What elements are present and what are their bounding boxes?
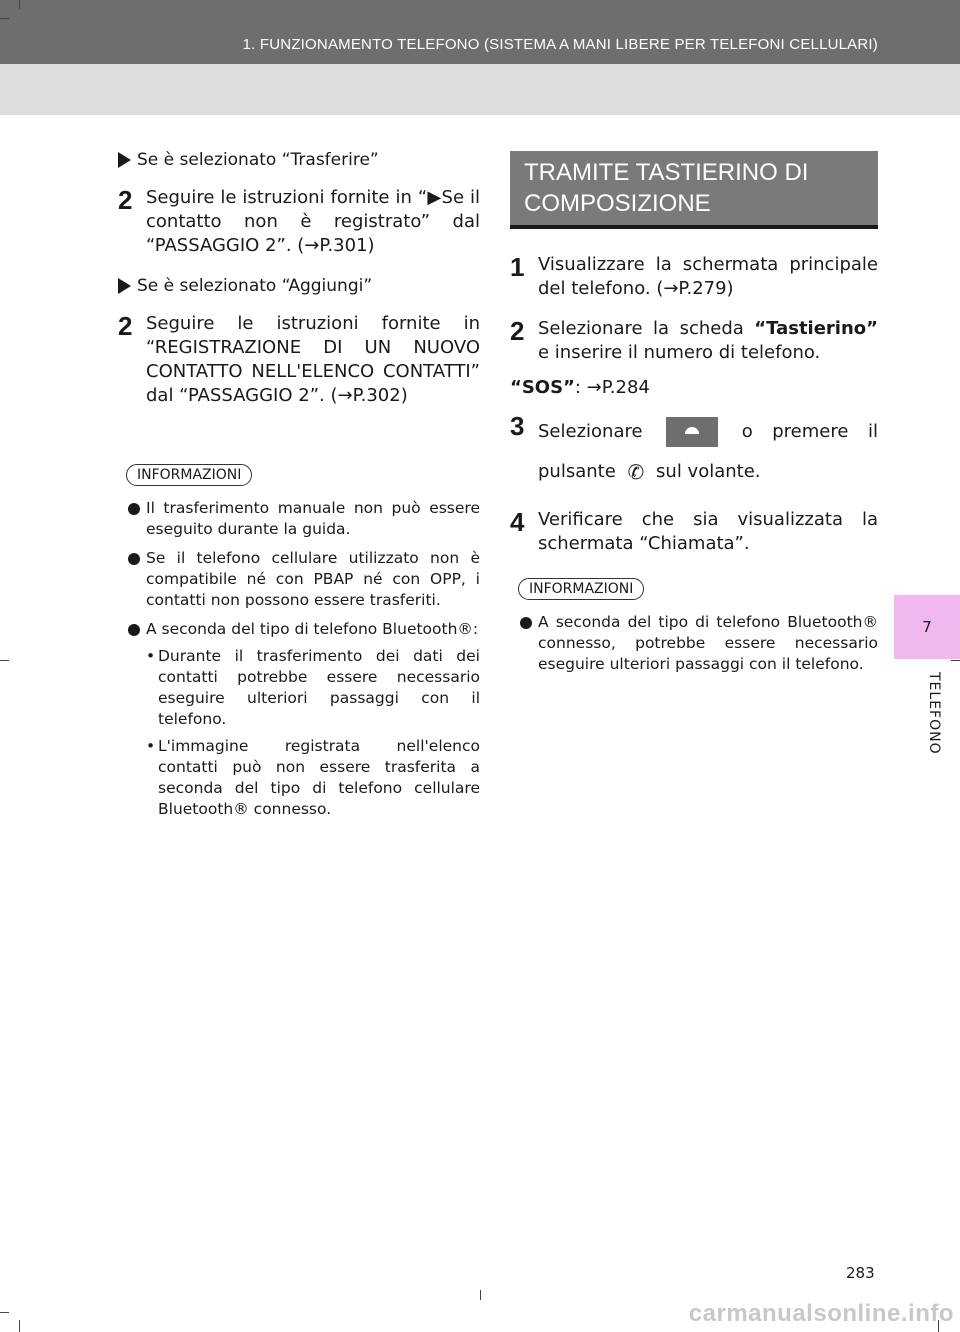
step-text-post: e inserire il numero di telefono. xyxy=(538,342,821,363)
crop-mark xyxy=(0,660,9,661)
bullet-text: Se il telefono cellulare utilizzato non è compatibile né con PBAP né con OPP, i contatti non possono essere trasferiti. xyxy=(146,549,480,609)
bullet-dot-icon xyxy=(520,617,532,629)
case-add xyxy=(118,274,480,298)
step-text xyxy=(538,317,878,365)
header-title: 1. FUNZIONAMENTO TELEFONO (SISTEMA A MANI LIBERE PER TELEFONI CELLULARI) xyxy=(242,36,878,53)
bullet-text: Il trasferimento manuale non può essere eseguito durante la guida. xyxy=(146,499,480,538)
step-text: Visualizzare la schermata principale del telefono. (→P.279) xyxy=(538,254,878,299)
phone-handset-icon: ✆ xyxy=(627,460,645,484)
phone-off-hook-icon xyxy=(666,417,718,447)
info-bullet xyxy=(128,619,480,824)
left-column xyxy=(118,140,480,832)
watermark: carmanualsonline.info xyxy=(688,1300,954,1327)
step-text-pre: Selezionare xyxy=(538,421,643,442)
triangle-bullet-icon xyxy=(118,278,131,294)
step xyxy=(510,253,878,301)
step-number: 2 xyxy=(118,311,133,341)
info-bullet xyxy=(128,498,480,540)
bullet-dot-icon xyxy=(128,553,140,565)
page-number: 283 xyxy=(846,1264,875,1282)
sub-bullet xyxy=(146,646,480,730)
step xyxy=(510,412,878,492)
bullet-dot-icon xyxy=(128,503,140,515)
crop-mark xyxy=(480,1290,481,1300)
sos-ref: : →P.284 xyxy=(574,377,650,398)
sub-bullet-mark: • xyxy=(146,737,156,755)
header-bar xyxy=(0,0,960,64)
step xyxy=(510,508,878,556)
crop-mark xyxy=(19,0,20,9)
step-text-post: sul volante. xyxy=(656,461,761,482)
tab-name-keypad: “Tastierino” xyxy=(754,318,878,339)
bullet-text-main: A seconda del tipo di telefono Bluetooth®: xyxy=(146,620,479,638)
step-text: Verificare che sia visualizzata la schermata “Chiamata”. xyxy=(538,509,878,554)
bullet-text xyxy=(146,619,480,824)
bullet-text: A seconda del tipo di telefono Bluetooth® connesso, potrebbe essere necessario eseguire ulteriori passaggi con il telefono. xyxy=(538,613,878,673)
case-add-text: Se è selezionato “Aggiungi” xyxy=(137,276,373,296)
section-title: TRAMITE TASTIERINO DI COMPOSIZIONE xyxy=(510,151,878,229)
sub-bullet xyxy=(146,736,480,820)
sos-label: “SOS” xyxy=(510,377,575,398)
step-number: 3 xyxy=(510,411,525,441)
crop-mark xyxy=(0,18,9,19)
crop-mark xyxy=(0,1312,9,1313)
info-label: INFORMAZIONI xyxy=(126,464,252,486)
info-bullet xyxy=(520,612,878,675)
step xyxy=(118,186,480,258)
info-label: INFORMAZIONI xyxy=(518,578,644,600)
crop-mark xyxy=(19,1320,20,1332)
bullet-dot-icon xyxy=(128,624,140,636)
step-text xyxy=(538,412,878,492)
info-bullet xyxy=(128,548,480,611)
right-column xyxy=(510,151,878,683)
sos-note xyxy=(510,377,878,398)
case-transfer-text: Se è selezionato “Trasferire” xyxy=(137,150,379,170)
step-text-mid: o premere il pulsante xyxy=(538,421,878,482)
step xyxy=(118,312,480,408)
sub-bullet-text: L'immagine registrata nell'elenco contatti può non essere trasferita a seconda del tipo di telefono cellulare Bluetooth® connesso. xyxy=(158,737,480,818)
chapter-label: TELEFONO xyxy=(926,672,942,755)
step-number: 2 xyxy=(510,316,525,346)
chapter-tab: 7 xyxy=(894,595,960,659)
triangle-bullet-icon xyxy=(118,152,131,168)
sub-bullet-text: Durante il trasferimento dei dati dei contatti potrebbe essere necessario eseguire ulteriori passaggi con il telefono. xyxy=(158,647,480,728)
sub-bullet-mark: • xyxy=(146,647,156,665)
step-number: 1 xyxy=(510,252,525,282)
step-text-pre: Selezionare la scheda xyxy=(538,318,755,339)
step-number: 4 xyxy=(510,507,525,537)
step xyxy=(510,317,878,365)
step-text: Seguire le istruzioni fornite in “▶Se il contatto non è registrato” dal “PASSAGGIO 2”. (→P.301) xyxy=(146,187,480,256)
crop-mark xyxy=(951,660,960,661)
step-number: 2 xyxy=(118,185,133,215)
step-text: Seguire le istruzioni fornite in “REGISTRAZIONE DI UN NUOVO CONTATTO NELL'ELENCO CONTATTI” dal “PASSAGGIO 2”. (→P.302) xyxy=(146,313,480,406)
case-transfer xyxy=(118,148,480,172)
